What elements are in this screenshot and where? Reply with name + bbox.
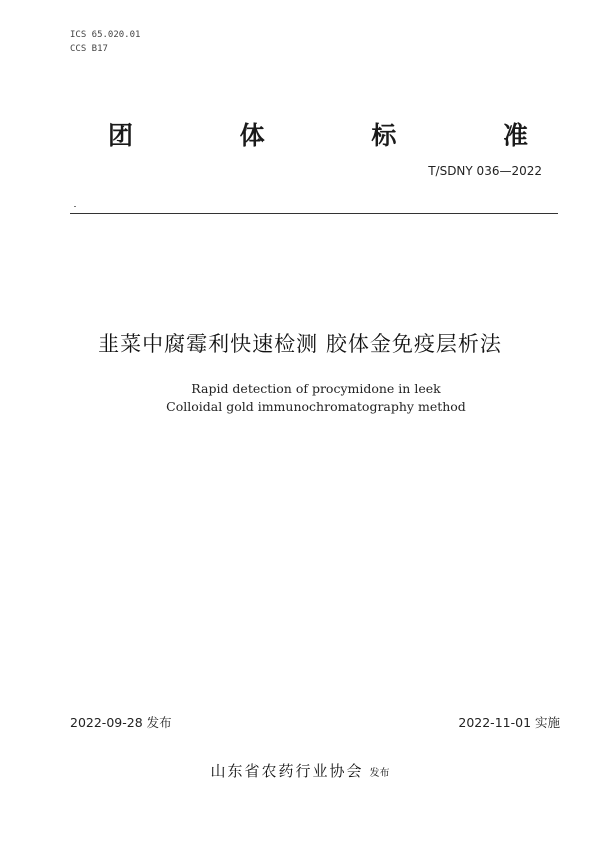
standard-type-char: 体 [239,121,265,150]
title-english-line: Rapid detection of procymidone in leek [191,381,441,396]
standard-type-char: 准 [502,121,528,150]
header-divider [70,213,558,214]
title-english [0,380,600,416]
publisher-organization: 山东省农药行业协会 [210,762,364,780]
standard-type-char: 团 [108,121,134,150]
ics-code: ICS 65.020.01 [70,30,141,40]
publisher-suffix: 发布 [369,768,390,779]
ccs-code: CCS B17 [70,44,108,54]
standard-type-char: 标 [371,121,397,150]
standard-number: T/SDNY 036—2022 [428,164,542,178]
title-chinese: 韭菜中腐霉利快速检测 胶体金免疫层析法 [98,332,502,356]
publisher [0,760,600,781]
rule-mark [74,206,76,207]
implement-date: 2022-11-01 实施 [458,715,560,730]
standard-type-heading [108,116,528,152]
title-english-line: Colloidal gold immunochromatography method [166,399,466,414]
publish-date: 2022-09-28 发布 [70,715,172,730]
classification-codes [70,28,140,56]
